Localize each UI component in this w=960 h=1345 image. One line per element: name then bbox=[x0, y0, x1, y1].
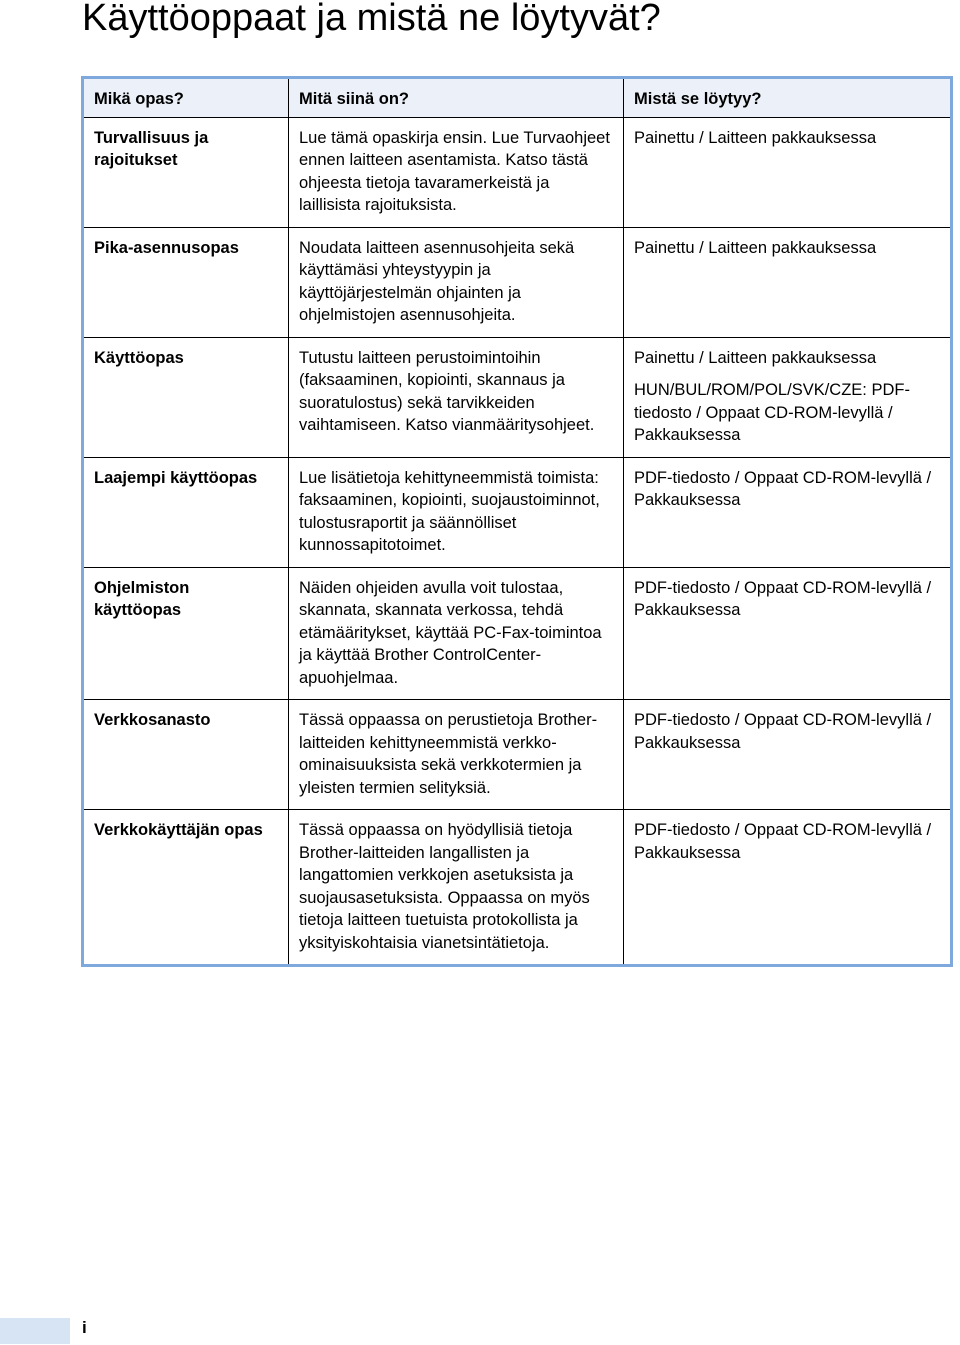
guide-content: Tutustu laitteen perustoimintoihin (faksaaminen, kopiointi, skannaus ja suoratulostus) sekä tarvikkeiden vaihtamiseen. Katso vianmääritysohjeet. bbox=[289, 337, 624, 457]
guide-name: Verkkokäyttäjän opas bbox=[83, 810, 289, 966]
guide-location bbox=[624, 337, 952, 457]
table-header-row bbox=[83, 78, 952, 118]
guide-location bbox=[624, 457, 952, 567]
guide-content: Noudata laitteen asennusohjeita sekä käyttämäsi yhteystyypin ja käyttöjärjestelmän ohjainten ja ohjelmistojen asennusohjeita. bbox=[289, 227, 624, 337]
table-row bbox=[83, 567, 952, 700]
table-row bbox=[83, 457, 952, 567]
guide-name: Turvallisuus ja rajoitukset bbox=[83, 117, 289, 227]
table-row bbox=[83, 227, 952, 337]
guide-content: Tässä oppaassa on hyödyllisiä tietoja Brother-laitteiden langallisten ja langattomien verkkojen asetuksista ja suojausasetuksista. Oppaassa on myös tietoja laitteen tuetuista protokollista ja yksityiskohtaisia vianetsintätietoja. bbox=[289, 810, 624, 966]
guide-content: Tässä oppaassa on perustietoja Brother-laitteiden kehittyneemmistä verkko-ominaisuuksista sekä verkkotermien ja yleisten termien selityksiä. bbox=[289, 700, 624, 810]
guide-location bbox=[624, 567, 952, 700]
location-line: PDF-tiedosto / Oppaat CD-ROM-levyllä / Pakkauksessa bbox=[634, 711, 932, 752]
guide-content: Näiden ohjeiden avulla voit tulostaa, skannata, skannata verkossa, tehdä etämääritykset, käyttää PC-Fax-toimintoa ja käyttää Brother ControlCenter-apuohjelmaa. bbox=[289, 567, 624, 700]
guides-table bbox=[81, 76, 953, 967]
location-line: Painettu / Laitteen pakkauksessa bbox=[634, 128, 877, 147]
header-guide: Mikä opas? bbox=[83, 78, 289, 118]
guide-location bbox=[624, 117, 952, 227]
guide-name: Ohjelmiston käyttöopas bbox=[83, 567, 289, 700]
location-line: Painettu / Laitteen pakkauksessa bbox=[634, 348, 877, 367]
header-location: Mistä se löytyy? bbox=[624, 78, 952, 118]
footer-bar bbox=[0, 1318, 70, 1344]
guide-name: Pika-asennusopas bbox=[83, 227, 289, 337]
location-line: PDF-tiedosto / Oppaat CD-ROM-levyllä / Pakkauksessa bbox=[634, 468, 932, 509]
guide-name: Laajempi käyttöopas bbox=[83, 457, 289, 567]
guide-location bbox=[624, 227, 952, 337]
table-row bbox=[83, 117, 952, 227]
location-line: PDF-tiedosto / Oppaat CD-ROM-levyllä / Pakkauksessa bbox=[634, 821, 932, 862]
page-title: Käyttöoppaat ja mistä ne löytyvät? bbox=[82, 0, 661, 39]
table-row bbox=[83, 810, 952, 966]
guide-content: Lue tämä opaskirja ensin. Lue Turvaohjeet ennen laitteen asentamista. Katso tästä ohjeesta tietoja tavaramerkeistä ja laillisista rajoituksista. bbox=[289, 117, 624, 227]
page-number: i bbox=[82, 1318, 87, 1337]
header-content: Mitä siinä on? bbox=[289, 78, 624, 118]
guide-location bbox=[624, 700, 952, 810]
location-line: PDF-tiedosto / Oppaat CD-ROM-levyllä / Pakkauksessa bbox=[634, 578, 932, 619]
guide-name: Verkkosanasto bbox=[83, 700, 289, 810]
guide-name: Käyttöopas bbox=[83, 337, 289, 457]
location-line: HUN/BUL/ROM/POL/SVK/CZE: PDF-tiedosto / Oppaat CD-ROM-levyllä / Pakkauksessa bbox=[634, 381, 910, 444]
location-line: Painettu / Laitteen pakkauksessa bbox=[634, 238, 877, 257]
guide-content: Lue lisätietoja kehittyneemmistä toimista: faksaaminen, kopiointi, suojaustoiminnot, tulostusraportit ja säännölliset kunnossapitotoimet. bbox=[289, 457, 624, 567]
table-row bbox=[83, 337, 952, 457]
guide-location bbox=[624, 810, 952, 966]
table-row bbox=[83, 700, 952, 810]
